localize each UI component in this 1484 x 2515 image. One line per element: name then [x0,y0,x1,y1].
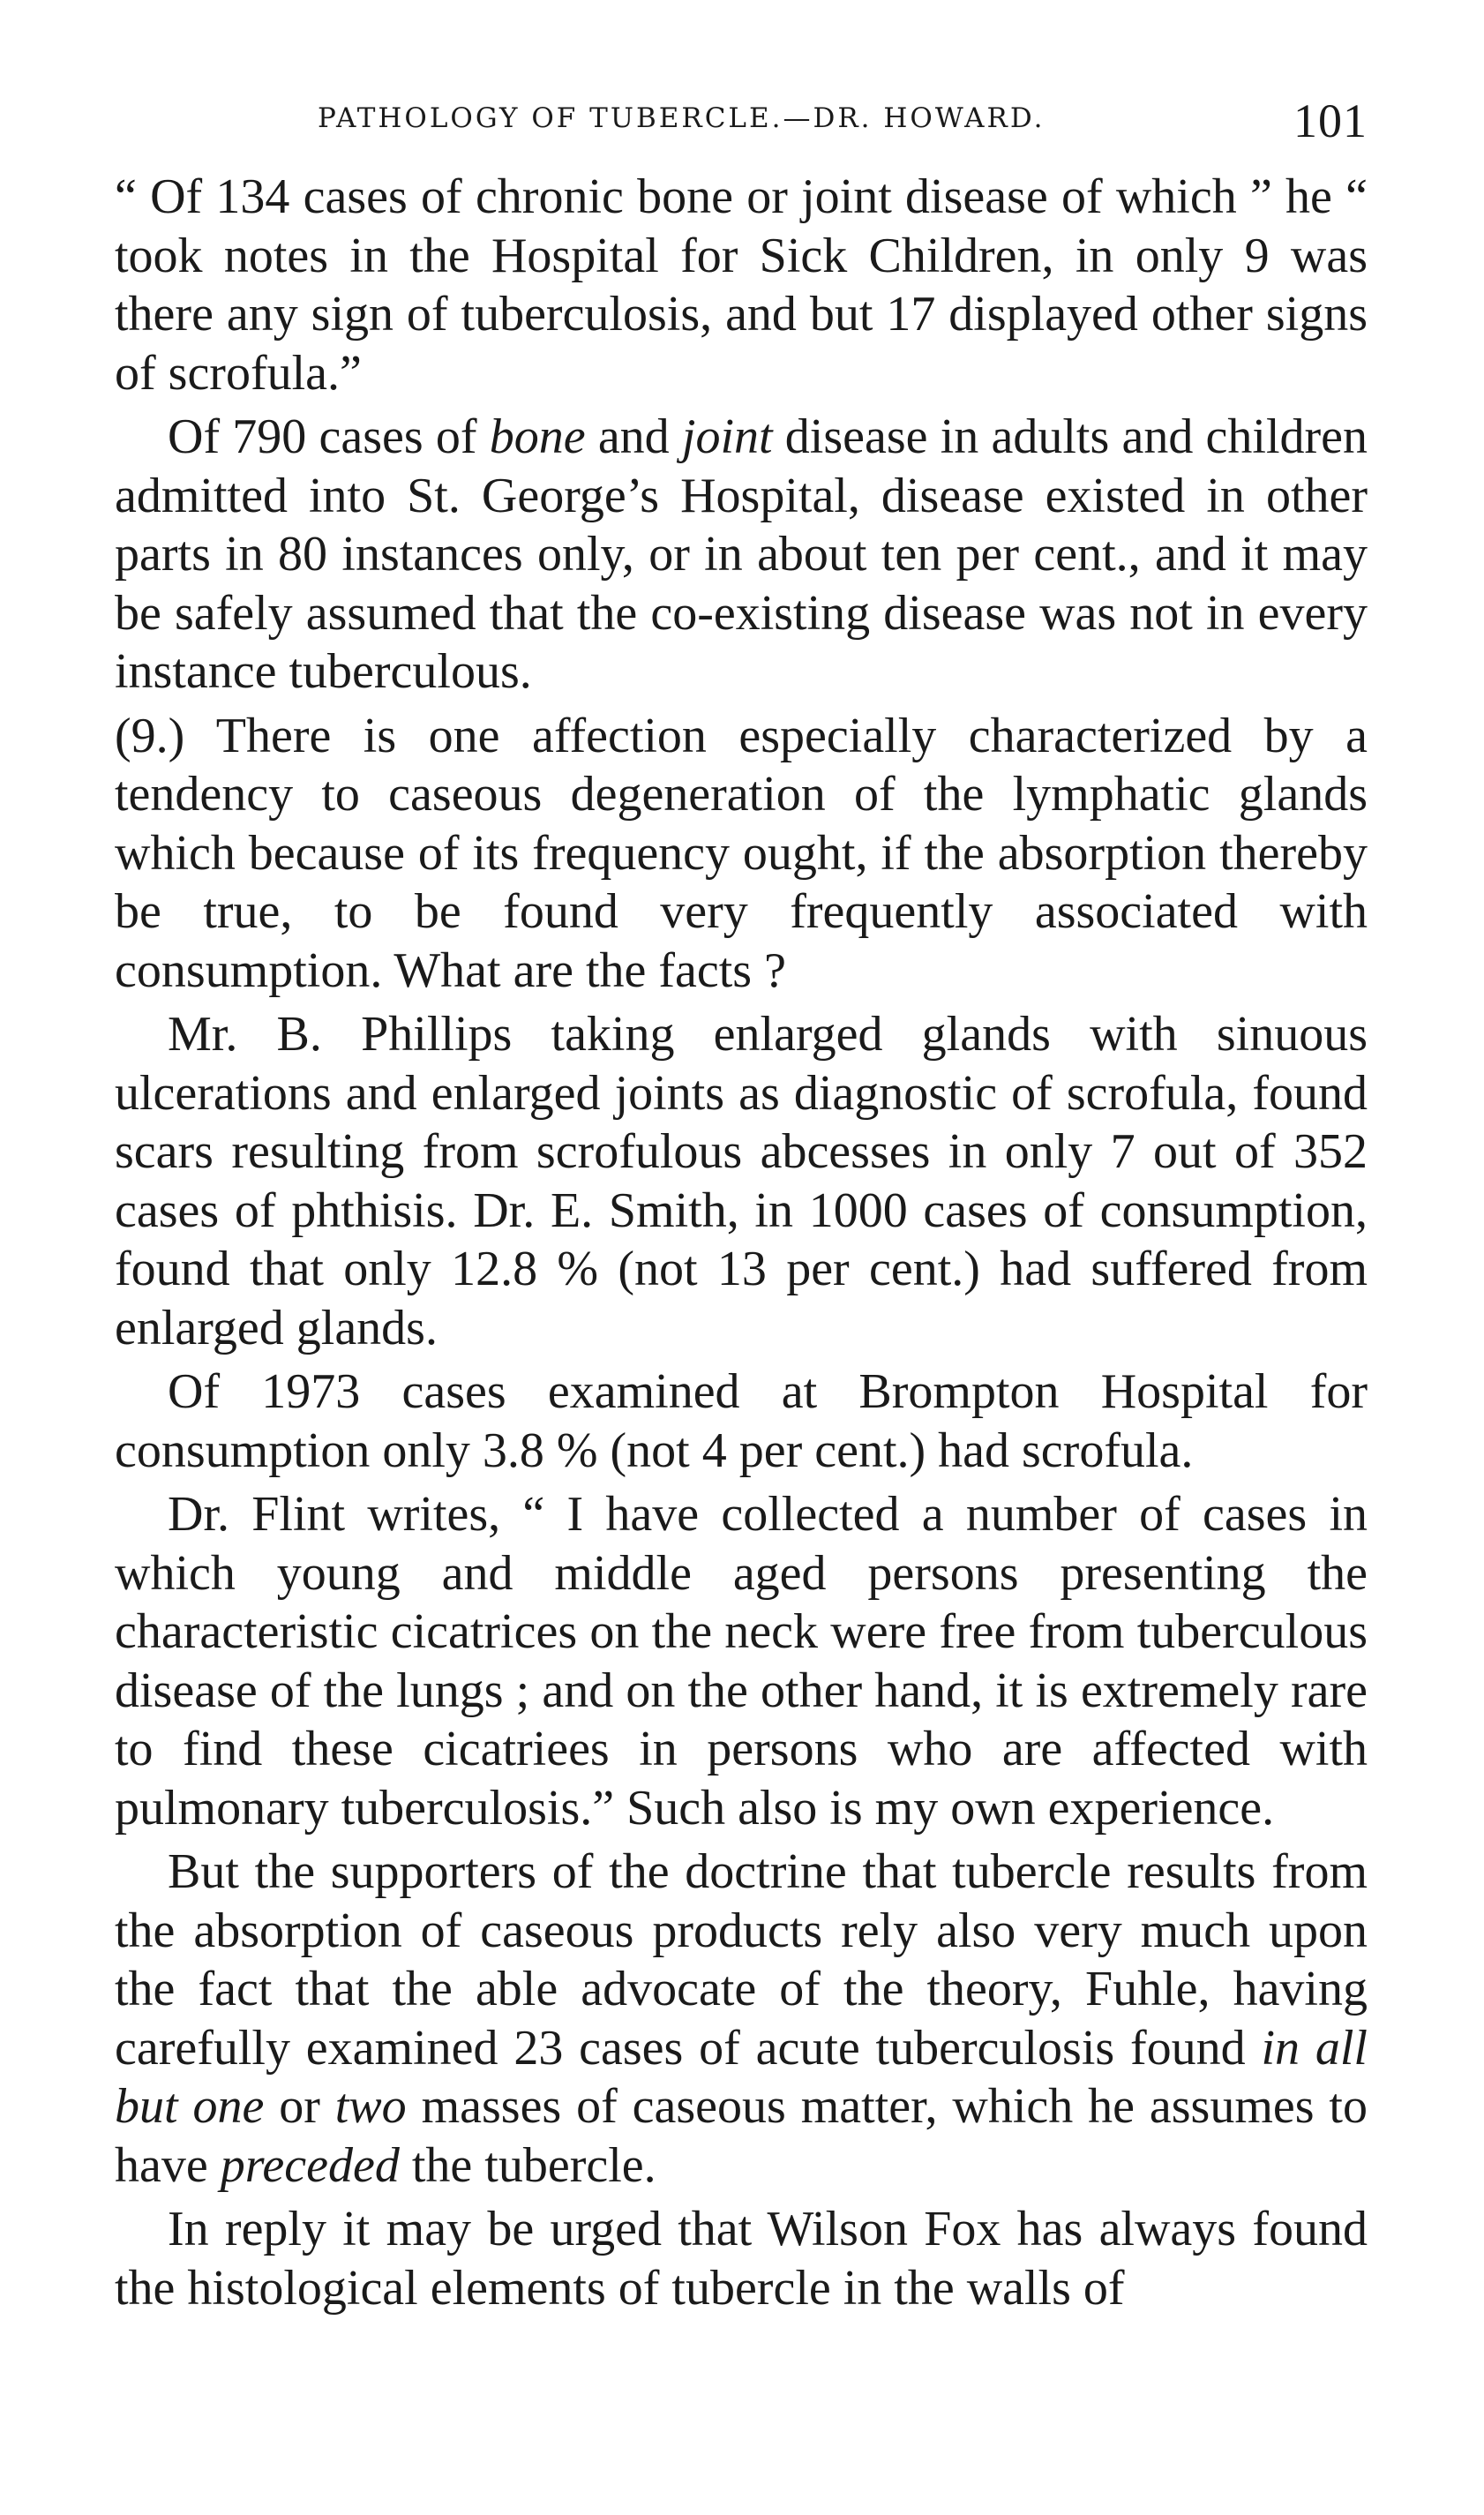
paragraph-phillips-smith: Mr. B. Phillips taking enlarged glands with sinuous ulcerations and enlarged joints as diagnostic of scrofula, found scars resulting from scrofulous abcesses in only 7 out of 352 cases of phthisis. Dr. E. Smith, in 1000 cases of consumption, found that only 12.8 % (not 13 per cent.) had suffered from enlarged glands. [115,1007,1368,1355]
paragraph-quote-bone-joint: “ Of 134 cases of chronic bone or joint disease of which ” he “ took notes in the Hospital for Sick Children, in only 9 was there any sign of tuberculosis, and but 17 displayed other signs of scrofula.” [115,169,1368,401]
italic-run: bone [489,409,586,464]
paragraph-fuhle [115,1843,1368,2195]
paragraph-flint: Dr. Flint writes, “ I have collected a number of cases in which young and middle aged persons presenting the characteristic cicatrices on the neck were free from tuberculous disease of the lungs ; and on the other hand, it is extremely rare to find these cicatriees in persons who are affected with pulmonary tuberculosis.” Such also is my own experience. [115,1487,1368,1836]
text-run: Of 790 cases of [168,409,490,464]
italic-run: preceded [220,2137,400,2193]
text-run: and [585,409,682,464]
paragraph-section-9: (9.) There is one affection especially characterized by a tendency to caseous degeneration of the lymphatic glands which because of its frequency ought, if the absorption thereby be true, to be found very frequently associated with consumption. What are the facts ? [115,708,1368,998]
italic-run: two [334,2079,407,2134]
text-run: or [264,2079,335,2134]
running-head [115,94,1368,155]
text-run: disease in adults and children admitted into St. George’s Hospital, disease existed in other parts in 80 instances only, or in about ten per cent., and it may be safely assumed that the co-existing disease was not in every instance tuberculous. [115,409,1368,699]
italic-run: in all but one [115,2020,1368,2134]
text-run: masses of caseous matter, which he assumes to have [115,2079,1368,2193]
body-text [115,168,1368,2317]
running-title: PATHOLOGY OF TUBERCLE.—DR. HOWARD. [318,102,1046,134]
paragraph-st-georges [115,408,1368,702]
text-run: the tubercle. [399,2137,656,2193]
paragraph-wilson-fox: In reply it may be urged that Wilson Fox has always found the histological elements of tubercle in the walls of [115,2202,1368,2316]
page-number: 101 [1293,94,1368,147]
text-run: But the supporters of the doctrine that tubercle results from the absorption of caseous products rely also very much upon the fact that the able advocate of the theory, Fuhle, having carefully examined 23 cases of acute tuberculosis found [115,1844,1368,2076]
paragraph-brompton: Of 1973 cases examined at Brompton Hospital for consumption only 3.8 % (not 4 per cent.) had scrofula. [115,1364,1368,1478]
italic-run: joint [681,409,773,464]
